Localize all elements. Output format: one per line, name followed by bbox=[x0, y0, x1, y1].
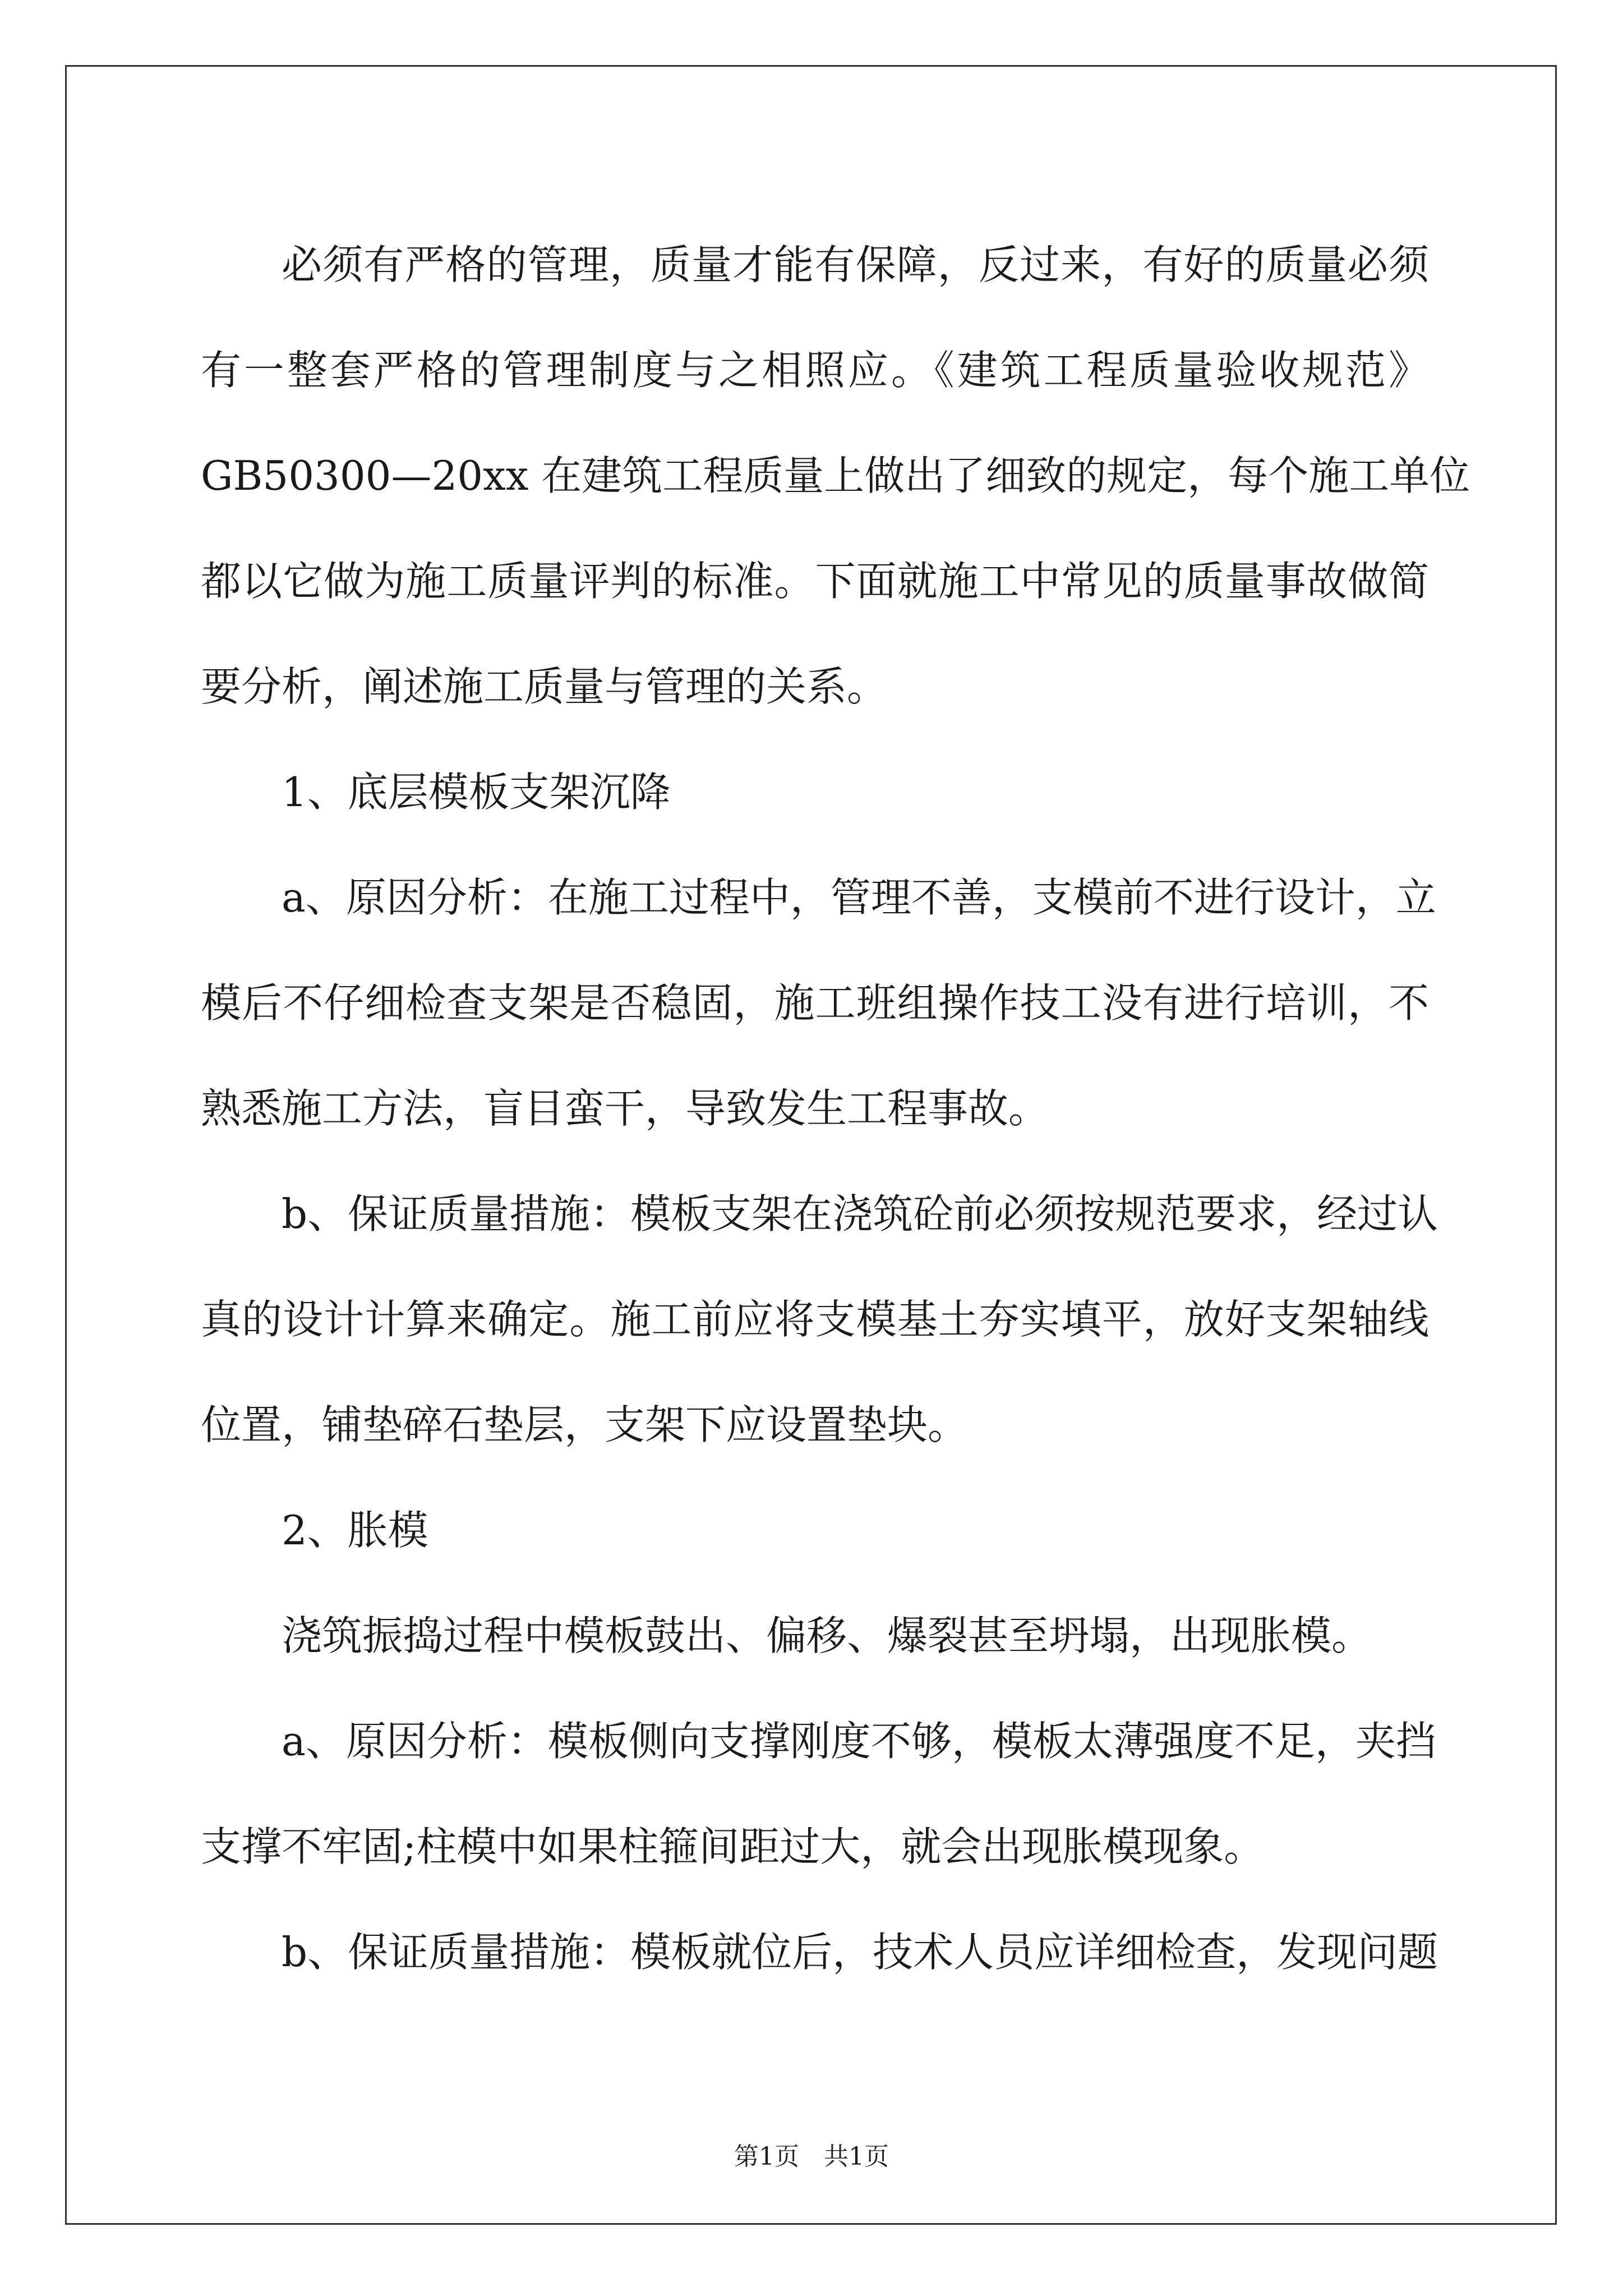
section-heading: 2、胀模 bbox=[282, 1507, 428, 1554]
paragraph-line: 都以它做为施工质量评判的标准。下面就施工中常见的质量事故做简 bbox=[201, 558, 1429, 605]
paragraph-line: a、原因分析：在施工过程中，管理不善，支模前不进行设计，立 bbox=[282, 874, 1436, 921]
paragraph-line: 支撑不牢固;柱模中如果柱箍间距过大，就会出现胀模现象。 bbox=[201, 1823, 1265, 1870]
paragraph-line: 真的设计计算来确定。施工前应将支模基土夯实填平，放好支架轴线 bbox=[201, 1296, 1429, 1343]
paragraph-line: 有一整套严格的管理制度与之相照应。《建筑工程质量验收规范》 bbox=[201, 347, 1429, 394]
paragraph-line: b、保证质量措施：模板就位后，技术人员应详细检查，发现问题 bbox=[282, 1929, 1438, 1976]
paragraph-line: a、原因分析：模板侧向支撑刚度不够，模板太薄强度不足，夹挡 bbox=[282, 1718, 1436, 1765]
section-heading: 1、底层模板支架沉降 bbox=[282, 769, 671, 816]
paragraph-line: 浇筑振捣过程中模板鼓出、偏移、爆裂甚至坍塌，出现胀模。 bbox=[282, 1612, 1372, 1659]
paragraph-line: 要分析，阐述施工质量与管理的关系。 bbox=[201, 663, 888, 710]
paragraph-line: 模后不仔细检查支架是否稳固，施工班组操作技工没有进行培训，不 bbox=[201, 979, 1429, 1027]
paragraph-line: 必须有严格的管理，质量才能有保障，反过来，有好的质量必须 bbox=[282, 241, 1429, 288]
paragraph-line: b、保证质量措施：模板支架在浇筑砼前必须按规范要求，经过认 bbox=[282, 1190, 1438, 1237]
paragraph-line: GB50300—20xx 在建筑工程质量上做出了细致的规定，每个施工单位 bbox=[201, 452, 1470, 499]
page-footer: 第1页 共1页 bbox=[734, 2142, 889, 2171]
paragraph-line: 熟悉施工方法，盲目蛮干，导致发生工程事故。 bbox=[201, 1085, 1049, 1132]
paragraph-line: 位置，铺垫碎石垫层，支架下应设置垫块。 bbox=[201, 1401, 969, 1448]
document-body bbox=[201, 212, 1470, 2005]
